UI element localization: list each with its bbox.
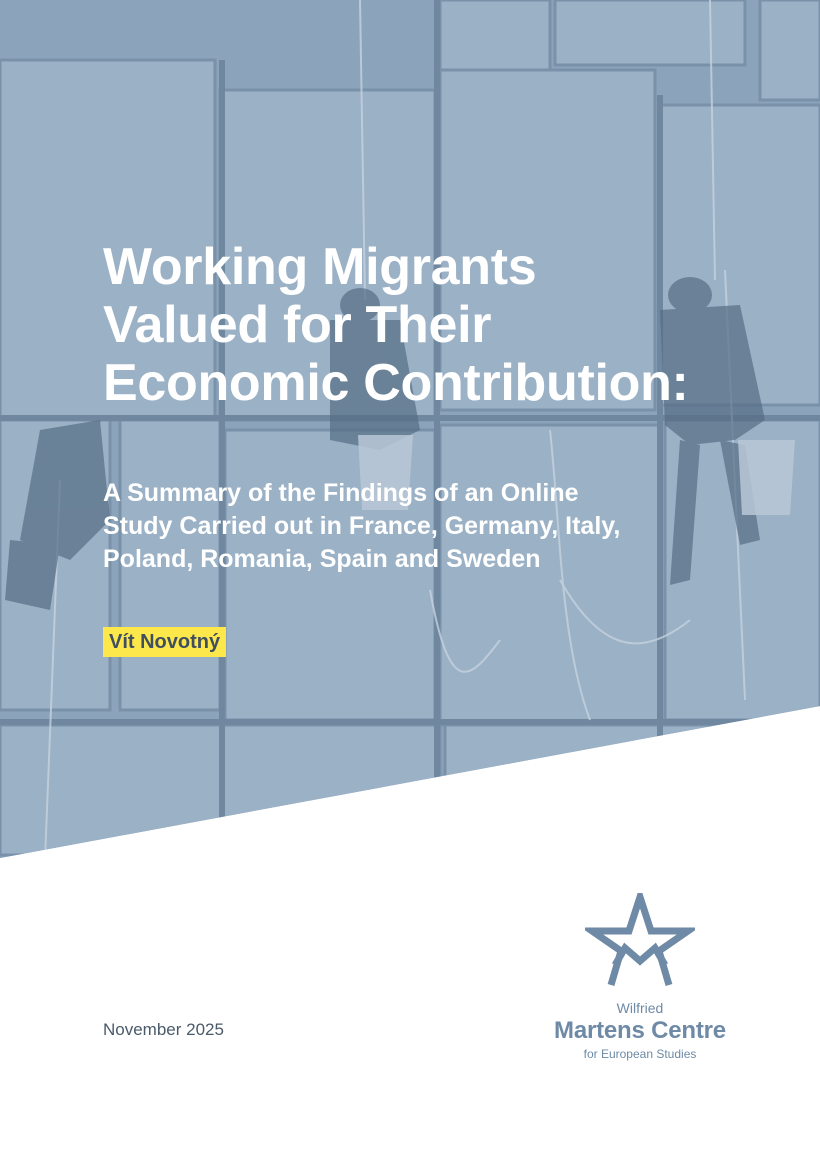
report-title [103,238,783,412]
author-badge: Vít Novotný [103,627,226,657]
title-line: Valued for Their [103,296,492,354]
logo-text-wilfried: Wilfried [616,1000,664,1016]
star-m-icon [585,893,695,993]
subtitle-line: Poland, Romania, Spain and Sweden [103,545,541,573]
report-subtitle [103,477,743,576]
title-line: Economic Contribution: [103,354,689,412]
logo-text-european-studies: for European Studies [583,1047,697,1061]
subtitle-line: Study Carried out in France, Germany, Italy, [103,512,621,540]
subtitle-line: A Summary of the Findings of an Online [103,479,579,507]
title-line: Working Migrants [103,238,537,296]
martens-centre-logo [540,893,740,1068]
publication-date: November 2025 [103,1020,224,1039]
logo-text-martens-centre: Martens Centre [554,1017,726,1044]
